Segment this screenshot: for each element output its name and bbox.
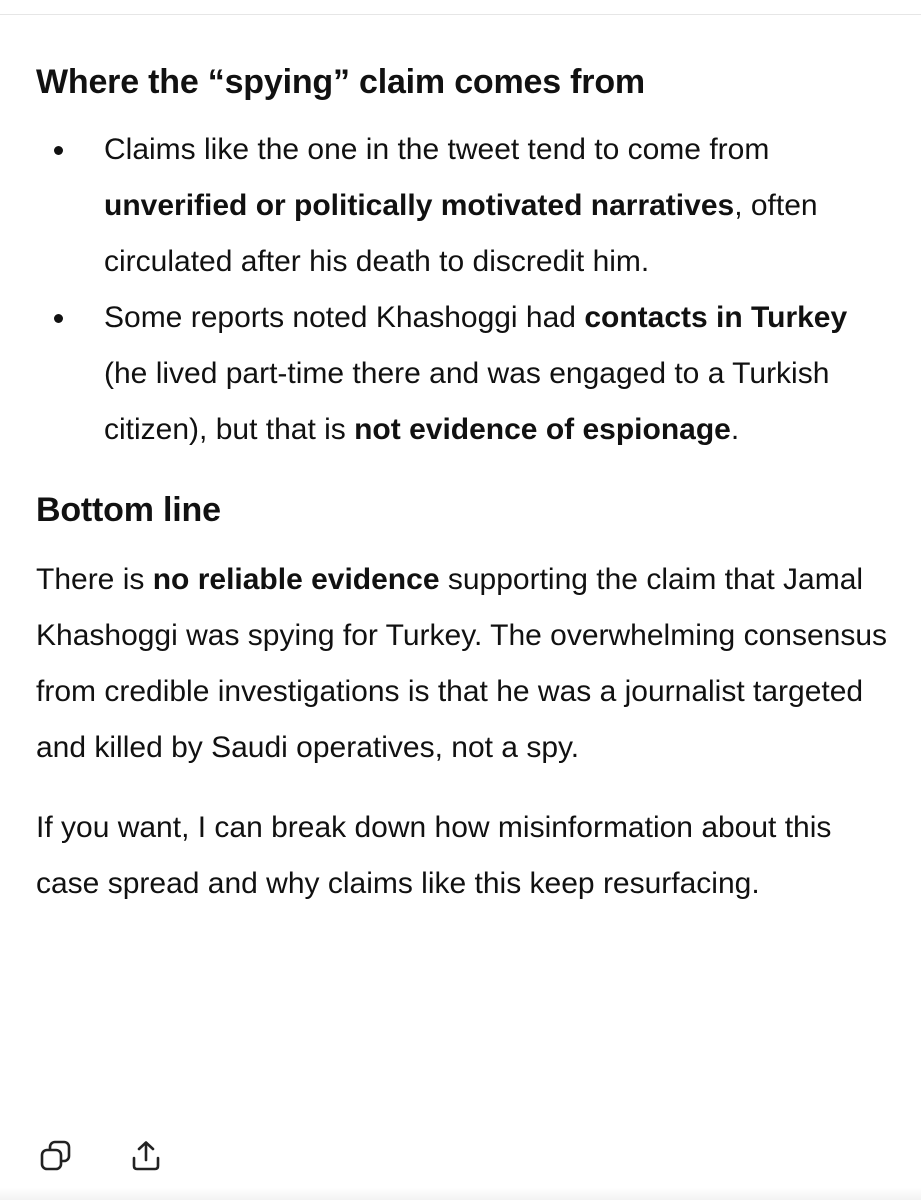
copy-button[interactable] <box>36 1136 76 1176</box>
share-button[interactable] <box>126 1136 166 1176</box>
section-heading-spying-claim: Where the “spying” claim comes from <box>36 63 645 101</box>
follow-up-offer-paragraph <box>36 800 896 912</box>
assistant-message <box>36 58 896 912</box>
bullet-dot <box>54 146 63 155</box>
list-item <box>36 290 896 458</box>
list-item <box>36 122 896 290</box>
bullet-bold-text: not evidence of espionage <box>354 413 731 446</box>
bullet-bold-text: unverified or politically motivated narratives <box>104 189 735 222</box>
message-actions-bar <box>36 1136 166 1176</box>
paragraph-bold-text: no reliable evidence <box>152 563 440 596</box>
top-divider <box>0 14 921 15</box>
bullet-bold-text: contacts in Turkey <box>584 301 848 334</box>
paragraph-text: supporting the claim that Jamal Khashoggi was spying for Turkey. The overwhelming consensus from credible investigations is that he was a journalist targeted and killed by Saudi operatives, not a spy. <box>36 563 888 764</box>
bullet-text: Some reports noted Khashoggi had <box>104 301 585 334</box>
copy-icon <box>39 1139 73 1173</box>
bottom-line-paragraph <box>36 552 896 776</box>
bullet-text: (he lived part-time there and was engaged to a Turkish citizen), but that is <box>104 357 830 446</box>
paragraph-text: If you want, I can break down how misinformation about this case spread and why claims like this keep resurfacing. <box>36 811 832 900</box>
bullet-text: Claims like the one in the tweet tend to come from <box>104 133 770 166</box>
share-icon <box>129 1139 163 1173</box>
bullet-text: , often circulated after his death to discredit him. <box>104 189 818 278</box>
paragraph-text: There is <box>36 563 153 596</box>
spying-claim-bullet-list <box>36 122 896 458</box>
section-heading-bottom-line: Bottom line <box>36 491 221 529</box>
bullet-dot <box>54 314 63 323</box>
bullet-text: . <box>730 413 740 446</box>
bottom-edge <box>0 1188 921 1200</box>
